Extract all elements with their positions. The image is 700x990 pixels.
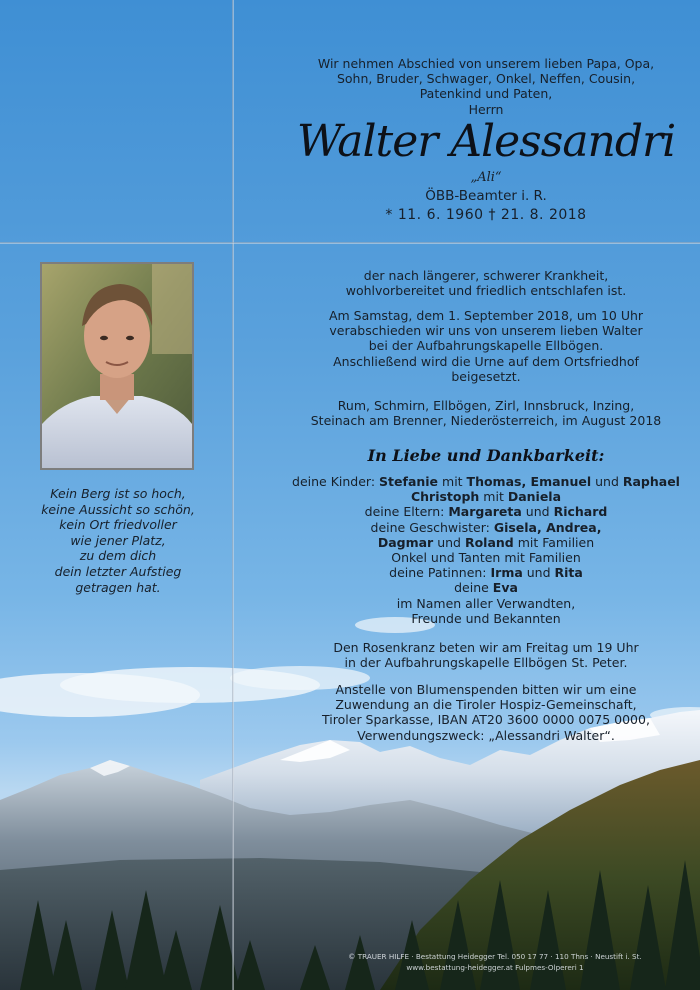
- godmothers-line: deine Patinnen: Irma und Rita: [389, 565, 583, 581]
- farewell-text: Am Samstag, dem 1. September 2018, um 10 Uhr verabschieden wir uns von unserem lieben Walter bei der Aufbahrungskapelle Ellbögen. Anschließend wird die Urne auf dem Ortsfriedhof beigesetzt.: [328, 308, 644, 384]
- donation-text: Anstelle von Blumenspenden bitten wir um eine Zuwendung an die Tiroler Hospiz-Gemeinschaft, Tiroler Sparkasse, IBAN AT20 3600 0000 0075 0000, Verwendungszweck: „Alessandri Walter“.: [322, 682, 650, 743]
- funeral-home-footer: © TRAUER HILFE · Bestattung Heidegger Tel. 050 17 77 · 110 Thns · Neustift i. St. www.bestattung-heidegger.at Fulpmes-Olpereri 1: [348, 952, 642, 972]
- death-note: der nach längerer, schwerer Krankheit, wohlvorbereitet und friedlich entschlafen ist.: [345, 268, 627, 299]
- relatives-line: im Namen aller Verwandten,: [396, 595, 576, 611]
- intro-text: Wir nehmen Abschied von unserem lieben Papa, Opa, Sohn, Bruder, Schwager, Onkel, Neffen, Cousin, Patenkind und Paten, Herrn: [317, 56, 655, 117]
- cross-horizontal-line: [0, 242, 700, 244]
- siblings-line-2: Dagmar und Roland mit Familien: [377, 534, 595, 550]
- children-line-2: Christoph mit Daniela: [410, 489, 562, 505]
- eva-line: deine Eva: [454, 580, 518, 596]
- parents-line: deine Eltern: Margareta und Richard: [364, 504, 608, 520]
- occupation: ÖBB-Beamter i. R.: [425, 188, 547, 204]
- deceased-name: Walter Alessandri: [296, 116, 676, 167]
- friends-line: Freunde und Bekannten: [411, 610, 561, 626]
- memorial-poem: Kein Berg ist so hoch, keine Aussicht so schön, kein Ort friedvoller wie jener Platz, zu dem dich dein letzter Aufstieg getragen hat.: [41, 486, 195, 595]
- rosary-text: Den Rosenkranz beten wir am Freitag um 19 Uhr in der Aufbahrungskapelle Ellbögen St. Peter.: [333, 640, 639, 671]
- nickname: „Ali“: [470, 170, 502, 185]
- siblings-line: deine Geschwister: Gisela, Andrea,: [370, 519, 602, 535]
- portrait-photo: [40, 262, 194, 470]
- uncles-line: Onkel und Tanten mit Familien: [391, 550, 581, 566]
- cross-vertical-line: [232, 0, 234, 990]
- places-date: Rum, Schmirn, Ellbögen, Zirl, Innsbruck, Inzing, Steinach am Brenner, Niederösterreich, im August 2018: [310, 398, 662, 429]
- life-dates: * 11. 6. 1960 † 21. 8. 2018: [385, 207, 587, 223]
- mourners-heading: In Liebe und Dankbarkeit:: [367, 446, 605, 465]
- mourners-list: [286, 474, 686, 626]
- children-line: deine Kinder: Stefanie mit Thomas, Emanuel und Raphael: [292, 474, 680, 489]
